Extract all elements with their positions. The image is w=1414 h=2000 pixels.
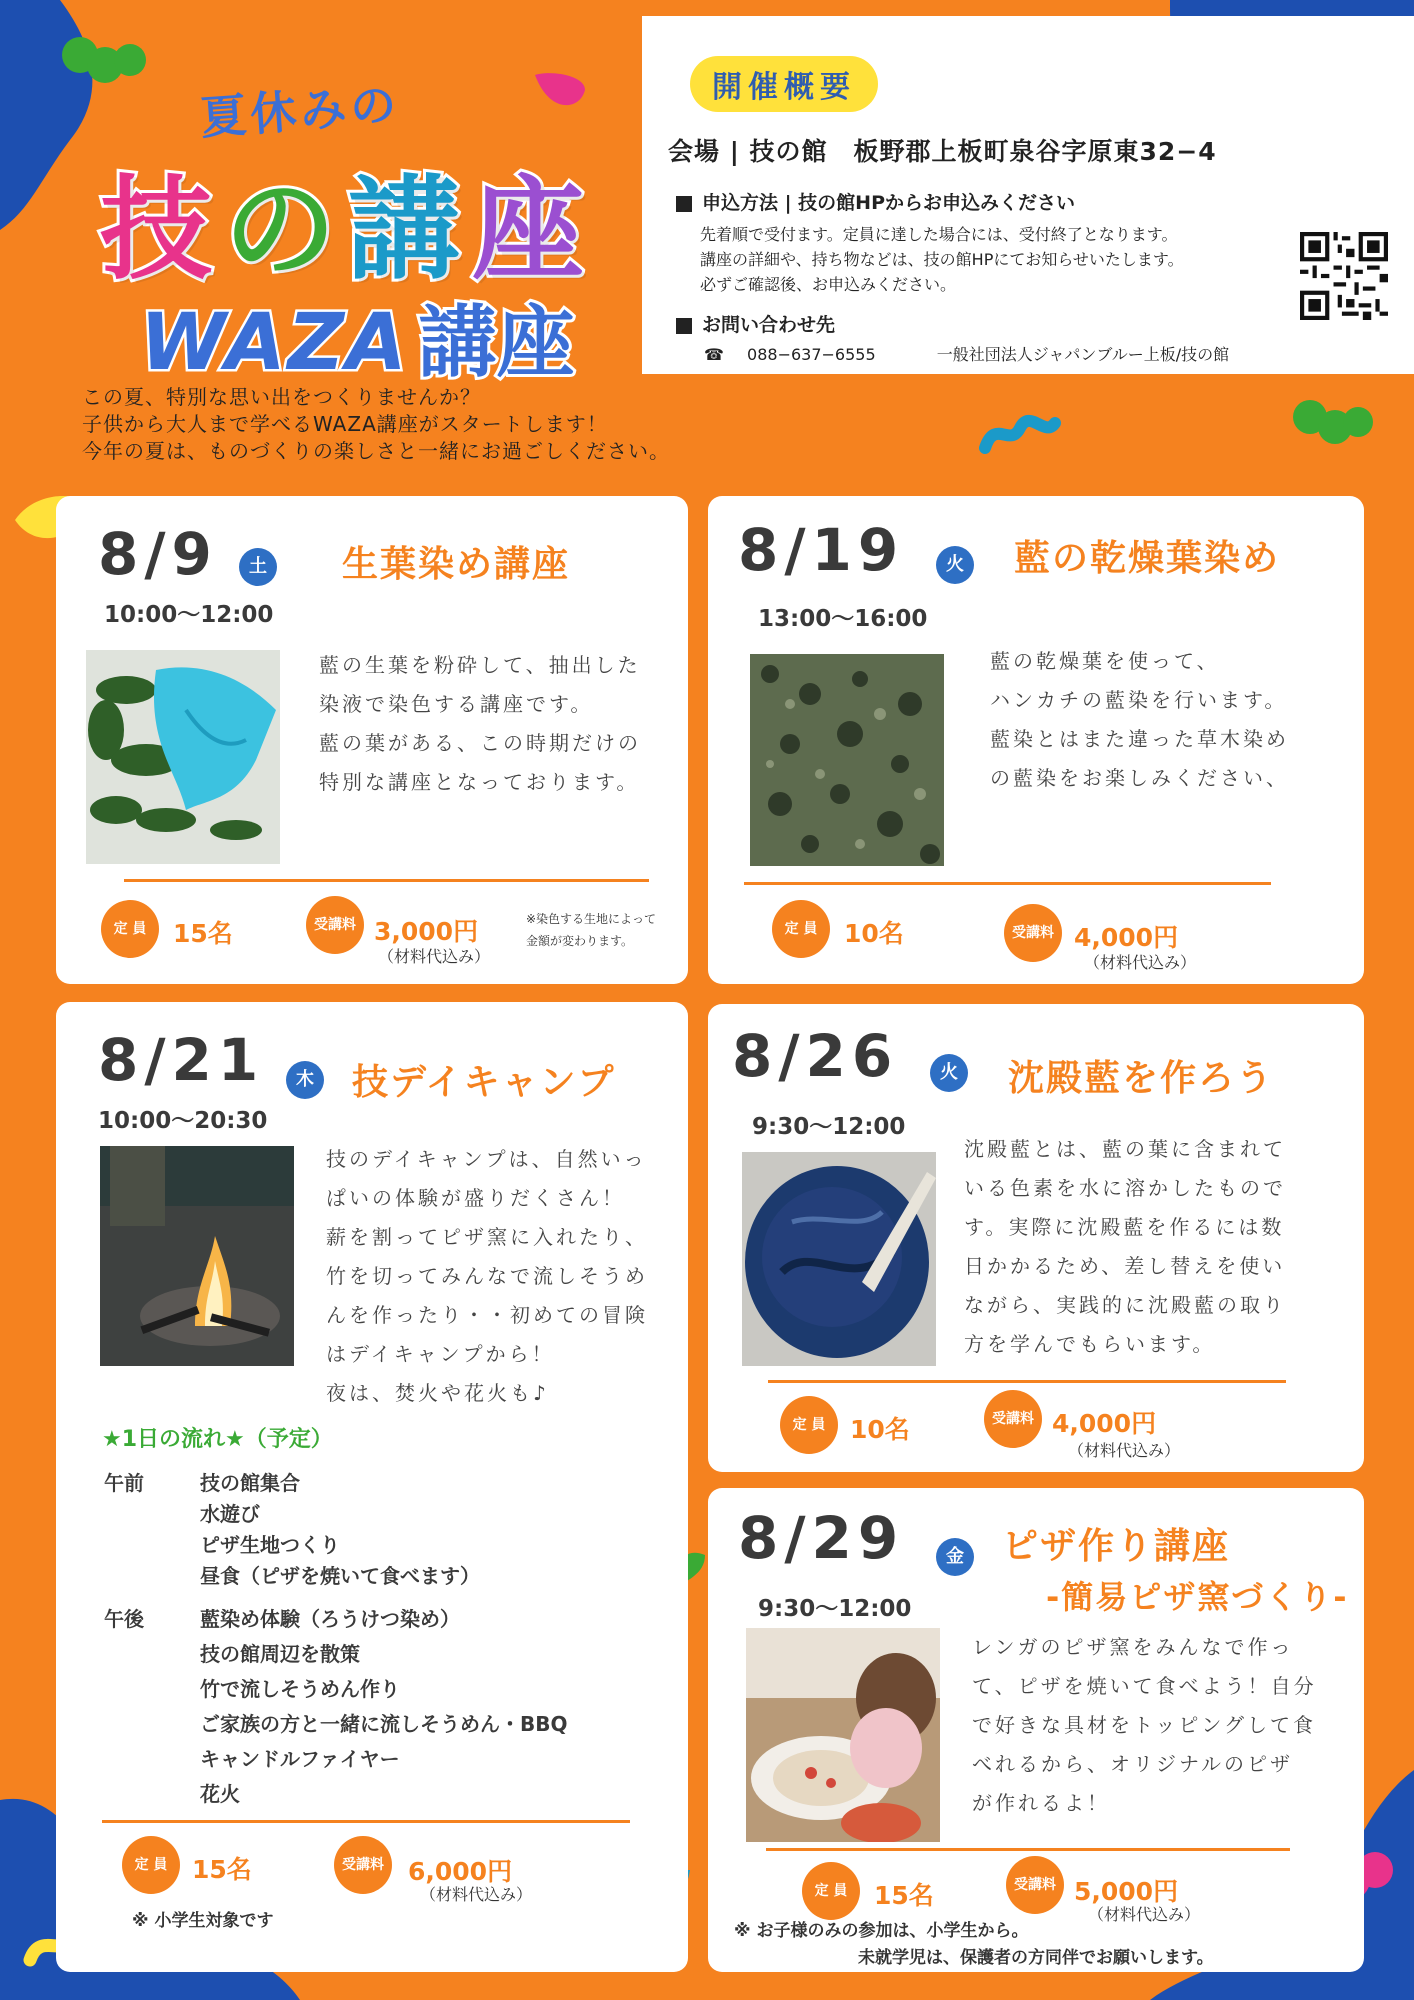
schedule-item: 水遊び <box>200 1502 260 1526</box>
course-description <box>972 1628 1317 1823</box>
contact-heading <box>676 310 835 337</box>
fee-badge: 受講料 <box>984 1390 1042 1448</box>
desc-line: 竹を切ってみんなで流しそうめ <box>326 1264 648 1288</box>
course-date: 8/19 <box>738 516 905 584</box>
qr-code-icon[interactable] <box>1300 232 1388 320</box>
course-card-8-21 <box>56 1002 688 1972</box>
capacity-badge: 定 員 <box>772 900 830 958</box>
desc-line: ながら、実践的に沈殿藍の取り <box>964 1293 1286 1317</box>
contact-heading-text: お問い合わせ先 <box>702 314 836 336</box>
course-subtitle: -簡易ピザ窯づくり- <box>1046 1578 1349 1616</box>
desc-line: 藍の乾燥葉を使って、 <box>990 649 1220 673</box>
intro-line: 子供から大人まで学べるWAZA講座がスタートします！ <box>82 412 608 436</box>
desc-line: 沈殿藍とは、藍の葉に含まれて <box>964 1137 1286 1161</box>
fee-badge: 受講料 <box>1004 904 1062 962</box>
waza-latin: WAZA <box>140 298 409 388</box>
capacity-badge: 定 員 <box>101 900 159 958</box>
intro-line: この夏、特別な思い出をつくりませんか？ <box>82 385 481 409</box>
afternoon-label: 午後 <box>104 1607 144 1631</box>
course-card-8-19 <box>708 496 1364 984</box>
course-date: 8/29 <box>738 1504 905 1572</box>
intro-line: 今年の夏は、ものづくりの楽しさと一緒にお過ごしください。 <box>82 439 670 463</box>
waza-kanji: 講座 <box>418 298 575 388</box>
schedule-item: 技の館集合 <box>200 1471 300 1495</box>
divider <box>124 879 649 882</box>
course-card-8-26 <box>708 1004 1364 1472</box>
course-photo <box>86 650 280 864</box>
desc-line: いる色素を水に溶かしたもので <box>964 1176 1286 1200</box>
course-date: 8/21 <box>98 1026 265 1094</box>
capacity-badge: 定 員 <box>780 1396 838 1454</box>
capacity-badge: 定 員 <box>802 1862 860 1920</box>
fee-includes-materials: （材料代込み） <box>1084 953 1197 972</box>
desc-line: が作れるよ！ <box>972 1791 1110 1815</box>
apply-text <box>700 222 1184 297</box>
desc-line: 藍の生葉を粉砕して、抽出した <box>319 653 641 677</box>
desc-line: 藍の葉がある、この時期だけの <box>319 731 641 755</box>
title-char-2: の <box>224 165 348 295</box>
course-photo <box>100 1146 294 1366</box>
decoration-petal-pink <box>530 70 590 120</box>
course-description <box>964 1130 1286 1364</box>
course-title: ピザ作り講座 <box>1002 1526 1231 1567</box>
desc-line: ぱいの体験が盛りだくさん！ <box>326 1186 625 1210</box>
day-of-week-badge: 木 <box>286 1061 324 1099</box>
title-char-3: 講 <box>348 165 472 295</box>
note-line: 未就学児は、保護者の方同伴でお願いします。 <box>858 1948 1214 1968</box>
desc-line: て、ピザを焼いて食べよう！自分 <box>972 1674 1317 1698</box>
capacity-value: 10名 <box>844 919 904 948</box>
fee-value: 4,000円 <box>1052 1409 1157 1438</box>
schedule-item: 花火 <box>200 1782 240 1806</box>
course-date: 8/26 <box>732 1022 899 1090</box>
eligibility-note: ※ 小学生対象です <box>132 1911 274 1931</box>
organization-name: 一般社団法人ジャパンブルー上板/技の館 <box>936 345 1230 364</box>
course-description <box>319 646 641 802</box>
waza-logo <box>140 280 575 392</box>
apply-line: 講座の詳細や、持ち物などは、技の館HPにてお知らせいたします。 <box>700 250 1184 269</box>
course-photo <box>742 1152 936 1366</box>
fee-value: 5,000円 <box>1074 1877 1179 1906</box>
desc-line: 日かかるため、差し替えを使い <box>964 1254 1286 1278</box>
title-char-4: 座 <box>472 165 596 295</box>
capacity-value: 15名 <box>874 1881 934 1910</box>
divider <box>768 1380 1286 1383</box>
schedule-morning <box>104 1468 480 1592</box>
desc-line: レンガのピザ窯をみんなで作っ <box>972 1635 1294 1659</box>
schedule-item: 技の館周辺を散策 <box>200 1642 360 1666</box>
note-line: ※ お子様のみの参加は、小学生から。 <box>734 1921 1029 1941</box>
course-card-8-9 <box>56 496 688 984</box>
participation-note <box>734 1918 1214 1972</box>
info-heading: 開催概要 <box>690 56 878 112</box>
desc-line: 方を学んでもらいます。 <box>964 1332 1216 1356</box>
course-photo <box>750 654 944 866</box>
course-title: 藍の乾燥葉染め <box>1014 538 1281 579</box>
desc-line: の藍染をお楽しみください、 <box>990 766 1289 790</box>
schedule-afternoon <box>104 1602 568 1812</box>
apply-heading <box>676 188 1075 215</box>
day-of-week-badge: 土 <box>239 548 277 586</box>
fee-badge: 受講料 <box>1006 1856 1064 1914</box>
schedule-item: ご家族の方と一緒に流しそうめん・BBQ <box>200 1712 568 1736</box>
venue-text: 会場 | 技の館 板野郡上板町泉谷字原東32−4 <box>668 137 1217 166</box>
desc-line: 藍染とはまた違った草木染め <box>990 727 1289 751</box>
desc-line: 技のデイキャンプは、自然いっ <box>326 1147 647 1171</box>
day-of-week-badge: 火 <box>930 1054 968 1092</box>
decoration-blob-green-right <box>1290 392 1380 452</box>
course-card-8-29 <box>708 1488 1364 1972</box>
bullet-square-icon <box>676 196 692 212</box>
fee-note <box>526 908 656 952</box>
fee-badge: 受講料 <box>306 896 364 954</box>
phone-number[interactable]: 088−637−6555 <box>747 345 876 364</box>
apply-line: 必ずご確認後、お申込みください。 <box>700 275 957 294</box>
schedule-item: 昼食（ピザを焼いて食べます） <box>200 1564 480 1588</box>
desc-line: す。実際に沈殿藍を作るには数 <box>964 1215 1285 1239</box>
fee-value: 3,000円 <box>374 917 479 946</box>
fee-value: 6,000円 <box>408 1857 513 1886</box>
apply-line: 先着順で受付ます。定員に達した場合には、受付終了となります。 <box>700 225 1178 244</box>
capacity-value: 10名 <box>850 1415 910 1444</box>
fee-includes-materials: （材料代込み） <box>378 947 491 966</box>
decoration-blob-green <box>60 30 150 90</box>
poster-title <box>100 140 596 301</box>
schedule-item: 藍染め体験（ろうけつ染め） <box>200 1607 460 1631</box>
course-title: 生葉染め講座 <box>342 544 571 585</box>
note-line: 金額が変わります。 <box>526 934 634 948</box>
desc-line: んを作ったり・・初めての冒険 <box>326 1303 648 1327</box>
schedule-heading: ★1日の流れ★（予定） <box>102 1427 333 1452</box>
capacity-badge: 定 員 <box>122 1836 180 1894</box>
schedule-item: 竹で流しそうめん作り <box>200 1677 400 1701</box>
course-time: 10:00〜20:30 <box>98 1108 268 1134</box>
course-time: 13:00〜16:00 <box>758 606 928 632</box>
fee-includes-materials: （材料代込み） <box>1068 1441 1181 1460</box>
desc-line: 染液で染色する講座です。 <box>319 692 594 716</box>
fee-badge: 受講料 <box>334 1836 392 1894</box>
desc-line: 薪を割ってピザ窯に入れたり、 <box>326 1225 648 1249</box>
course-title: 沈殿藍を作ろう <box>1008 1058 1275 1099</box>
intro-text <box>82 384 670 465</box>
capacity-value: 15名 <box>192 1855 252 1884</box>
desc-line: はデイキャンプから！ <box>326 1342 555 1366</box>
desc-line: で好きな具材をトッピングして食 <box>972 1713 1316 1737</box>
fee-includes-materials: （材料代込み） <box>1088 1905 1201 1924</box>
contact-line <box>704 342 1229 365</box>
divider <box>766 1848 1290 1851</box>
poster-subtitle: 夏休みの <box>198 77 402 145</box>
course-title: 技デイキャンプ <box>352 1062 616 1103</box>
decoration-squiggle-blue <box>975 408 1065 458</box>
bullet-square-icon <box>676 318 692 334</box>
day-of-week-badge: 火 <box>936 546 974 584</box>
course-photo <box>746 1628 940 1842</box>
divider <box>102 1820 630 1823</box>
course-description <box>326 1140 648 1413</box>
desc-line: ハンカチの藍染を行います。 <box>990 688 1288 712</box>
course-time: 10:00〜12:00 <box>104 602 274 628</box>
note-line: ※染色する生地によって <box>526 912 657 926</box>
apply-heading-text: 申込方法 | 技の館HPからお申込みください <box>702 192 1075 214</box>
desc-line: 夜は、焚火や花火も♪ <box>326 1381 549 1405</box>
fee-value: 4,000円 <box>1074 923 1179 952</box>
fee-includes-materials: （材料代込み） <box>420 1885 533 1904</box>
course-time: 9:30〜12:00 <box>758 1596 912 1622</box>
course-time: 9:30〜12:00 <box>752 1114 906 1140</box>
course-date: 8/9 <box>98 520 218 588</box>
course-description <box>990 642 1289 798</box>
divider <box>744 882 1271 885</box>
schedule-item: ピザ生地つくり <box>200 1533 340 1557</box>
desc-line: 特別な講座となっております。 <box>319 770 640 794</box>
day-of-week-badge: 金 <box>936 1538 974 1576</box>
morning-label: 午前 <box>104 1471 144 1495</box>
capacity-value: 15名 <box>173 919 233 948</box>
phone-icon: ☎ <box>704 345 724 364</box>
desc-line: べれるから、オリジナルのピザ <box>972 1752 1293 1776</box>
schedule-item: キャンドルファイヤー <box>200 1747 400 1771</box>
title-char-1: 技 <box>100 165 224 295</box>
